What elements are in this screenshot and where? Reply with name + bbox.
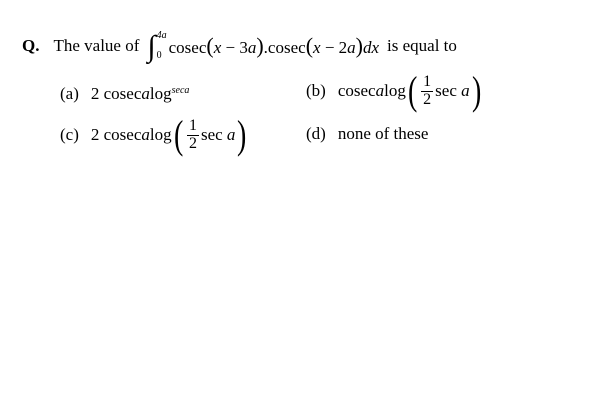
option-b-log: log — [384, 81, 406, 100]
option-b-numerator: 1 — [423, 72, 432, 90]
option-c-label: (c) — [60, 125, 79, 144]
option-b-paren-close: ) — [471, 68, 481, 113]
option-c-fraction — [187, 118, 199, 153]
option-a-log: log — [149, 84, 172, 103]
var-x-2: x — [313, 37, 321, 57]
question-text-after: is equal to — [387, 36, 457, 55]
option-d-label: (d) — [306, 124, 326, 143]
option-c[interactable] — [60, 114, 249, 156]
integral-sign: ∫ — [147, 30, 156, 63]
option-c-paren-close: ) — [237, 112, 247, 157]
option-a-label: (a) — [60, 84, 79, 103]
option-a-exponent: seca — [171, 84, 190, 96]
option-d[interactable] — [306, 124, 428, 144]
option-c-paren-open: ( — [173, 112, 183, 157]
cosec-term-2: cosec — [267, 37, 306, 57]
upper-limit: 4a — [156, 30, 167, 41]
cosec-term-1: cosec — [168, 37, 207, 57]
option-b-sec: sec — [435, 81, 457, 100]
paren-open-1: ( — [206, 32, 214, 58]
option-c-sec-var: a — [226, 125, 236, 144]
var-x-1: x — [213, 37, 222, 57]
paren-close-2: ) — [355, 32, 363, 58]
option-c-var: a — [141, 125, 150, 144]
definite-integral — [147, 31, 166, 61]
option-a-var: a — [141, 84, 150, 103]
option-a[interactable] — [60, 84, 189, 104]
dx-term: dx — [362, 37, 380, 57]
question-row — [22, 30, 457, 62]
option-b-sec-var: a — [461, 81, 470, 100]
option-b-paren-open: ( — [407, 68, 418, 113]
minus-three: − 3 — [221, 37, 248, 57]
option-b-label: (b) — [306, 81, 326, 100]
option-c-log: log — [149, 125, 172, 144]
option-a-coef: 2 cosec — [90, 84, 142, 103]
paren-close-1: ) — [256, 32, 264, 58]
option-d-text: none of these — [337, 124, 429, 143]
option-b-var: a — [375, 81, 385, 100]
option-b-fraction — [421, 74, 433, 109]
option-c-pre: 2 cosec — [90, 125, 142, 144]
question-label: Q. — [22, 36, 40, 55]
integral-limits — [157, 31, 167, 61]
paren-open-2: ( — [305, 32, 314, 58]
question-text-before: The value of — [53, 36, 140, 55]
minus-two: − 2 — [320, 37, 348, 57]
var-a-1: a — [247, 37, 257, 57]
option-c-denominator: 2 — [188, 134, 197, 152]
lower-limit: 0 — [156, 50, 162, 61]
var-a-2: a — [347, 37, 356, 57]
integrand — [168, 32, 380, 58]
dot-operator: . — [263, 37, 268, 57]
option-c-sec: sec — [200, 125, 223, 144]
option-c-numerator: 1 — [188, 116, 197, 134]
option-b-pre: cosec — [337, 81, 376, 100]
option-b-denominator: 2 — [423, 90, 432, 108]
option-b[interactable] — [306, 70, 483, 112]
